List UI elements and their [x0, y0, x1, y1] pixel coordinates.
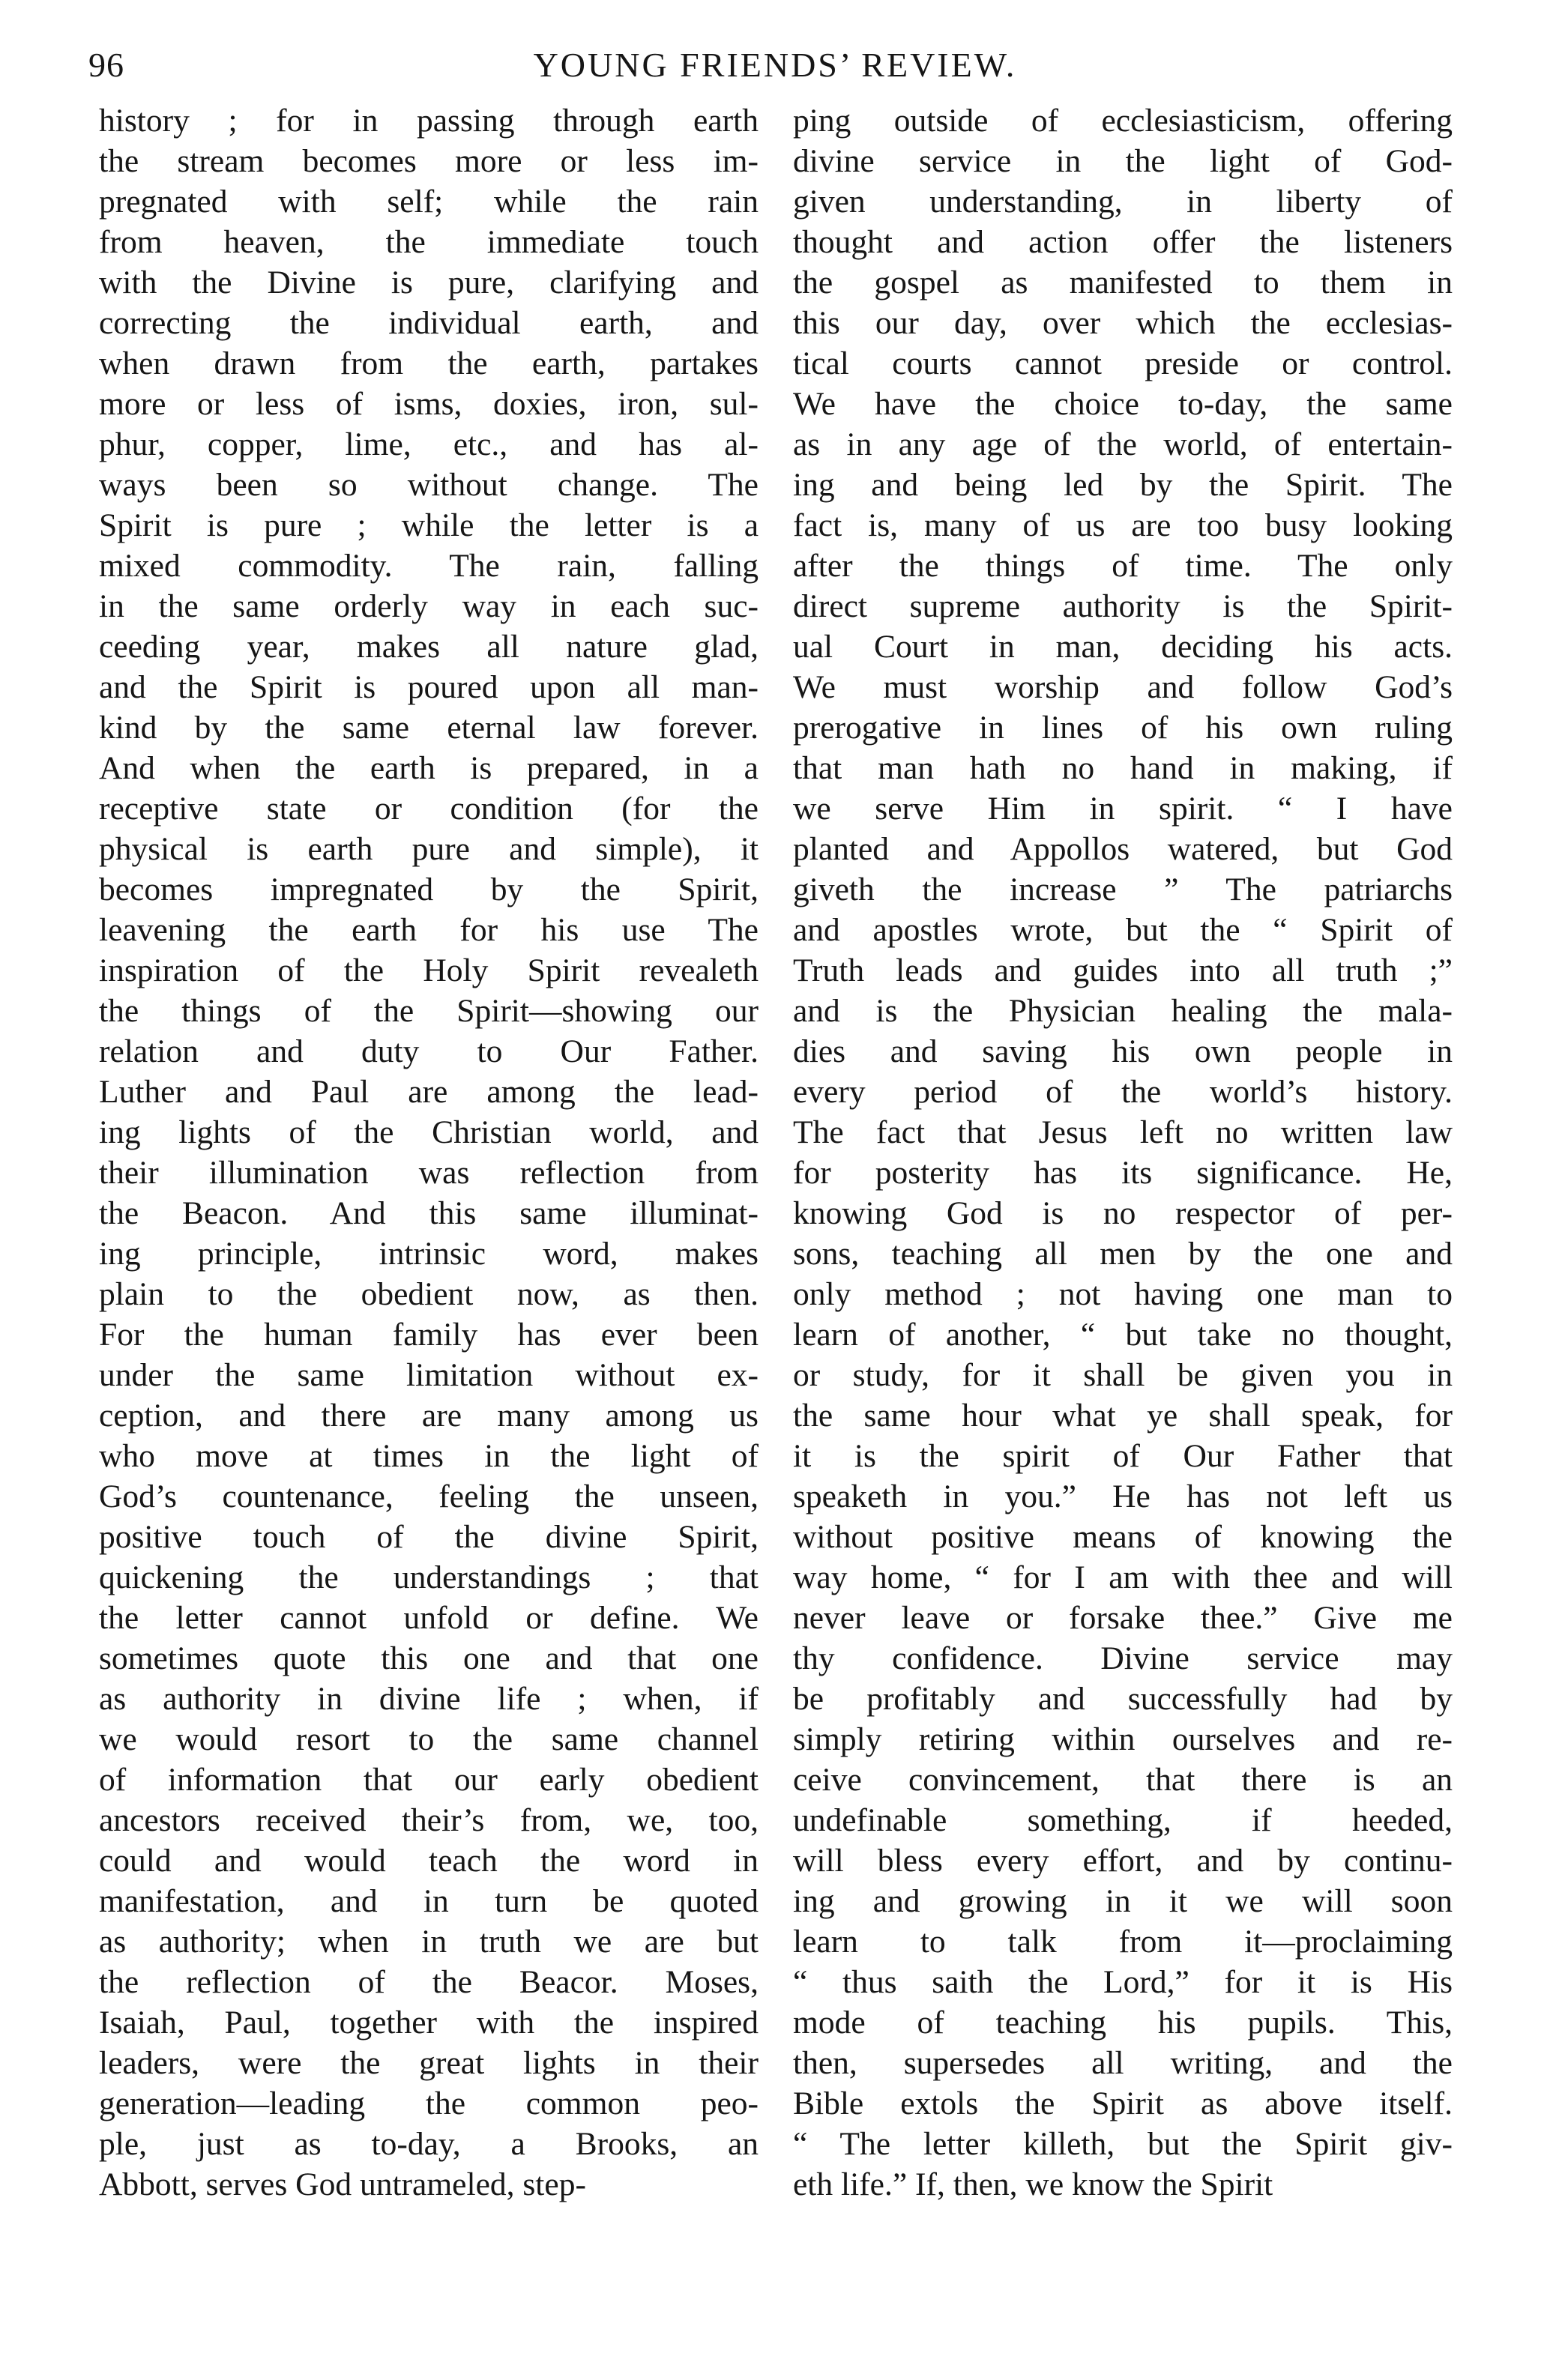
text-line: learn of another, “ but take no thought, [793, 1317, 1453, 1353]
text-line: “ thus saith the Lord,” for it is His [793, 1964, 1453, 2000]
text-line: generation—leading the common peo- [99, 2085, 759, 2121]
text-line: will bless every effort, and by continu- [793, 1843, 1453, 1879]
left-text-column [99, 100, 759, 2205]
text-line: receptive state or condition (for the [99, 791, 759, 827]
text-line: planted and Appollos watered, but God [793, 831, 1453, 867]
text-line: of information that our early obedient [99, 1762, 759, 1798]
text-line: physical is earth pure and simple), it [99, 831, 759, 867]
text-line: thy confidence. Divine service may [793, 1640, 1453, 1676]
text-line: fact is, many of us are too busy looking [793, 507, 1453, 543]
text-line: divine service in the light of God- [793, 143, 1453, 179]
text-line: relation and duty to Our Father. [99, 1033, 759, 1069]
text-line: leavening the earth for his use The [99, 912, 759, 948]
text-line: plain to the obedient now, as then. [99, 1276, 759, 1312]
text-line: it is the spirit of Our Father that [793, 1438, 1453, 1474]
page-number: 96 [88, 46, 124, 84]
text-line: without positive means of knowing the [793, 1519, 1453, 1555]
text-line: the same hour what ye shall speak, for [793, 1398, 1453, 1434]
text-line: The fact that Jesus left no written law [793, 1114, 1453, 1150]
text-line: the gospel as manifested to them in [793, 265, 1453, 300]
text-line: the things of the Spirit—showing our [99, 993, 759, 1029]
text-line: direct supreme authority is the Spirit- [793, 588, 1453, 624]
text-line: Bible extols the Spirit as above itself. [793, 2085, 1453, 2121]
text-line: leaders, were the great lights in their [99, 2045, 759, 2081]
text-line: ceeding year, makes all nature glad, [99, 629, 759, 665]
text-line: be profitably and successfully had by [793, 1681, 1453, 1717]
text-line: ing and being led by the Spirit. The [793, 467, 1453, 503]
text-line: correcting the individual earth, and [99, 305, 759, 341]
text-line: could and would teach the word in [99, 1843, 759, 1879]
text-line: way home, “ for I am with thee and will [793, 1559, 1453, 1595]
journal-title: YOUNG FRIENDS’ REVIEW. [533, 46, 1017, 84]
text-line: then, supersedes all writing, and the [793, 2045, 1453, 2081]
text-line: and apostles wrote, but the “ Spirit of [793, 912, 1453, 948]
text-line: learn to talk from it—proclaiming [793, 1924, 1453, 1960]
text-line: ception, and there are many among us [99, 1398, 759, 1434]
right-text-column [793, 100, 1453, 2205]
text-line: from heaven, the immediate touch [99, 224, 759, 260]
text-line: Abbott, serves God untrameled, step- [99, 2166, 586, 2202]
text-line: sons, teaching all men by the one and [793, 1236, 1453, 1272]
text-line: or study, for it shall be given you in [793, 1357, 1453, 1393]
text-line: phur, copper, lime, etc., and has al- [99, 426, 759, 462]
text-line: ping outside of ecclesiasticism, offering [793, 103, 1453, 139]
text-line: more or less of isms, doxies, iron, sul- [99, 386, 759, 422]
text-line: We have the choice to-day, the same [793, 386, 1453, 422]
text-line: the Beacon. And this same illuminat- [99, 1195, 759, 1231]
text-line: and is the Physician healing the mala- [793, 993, 1453, 1029]
text-line: Isaiah, Paul, together with the inspired [99, 2005, 759, 2041]
text-line: ing principle, intrinsic word, makes [99, 1236, 759, 1272]
text-line: Truth leads and guides into all truth ;” [793, 952, 1453, 988]
text-line: as authority; when in truth we are but [99, 1924, 759, 1960]
text-line: “ The letter killeth, but the Spirit giv- [793, 2126, 1453, 2162]
text-line: manifestation, and in turn be quoted [99, 1883, 759, 1919]
text-line: ing and growing in it we will soon [793, 1883, 1453, 1919]
text-line: in the same orderly way in each suc- [99, 588, 759, 624]
text-line: And when the earth is prepared, in a [99, 750, 759, 786]
text-line: simply retiring within ourselves and re- [793, 1721, 1453, 1757]
text-line: who move at times in the light of [99, 1438, 759, 1474]
text-line: mode of teaching his pupils. This, [793, 2005, 1453, 2041]
text-line: tical courts cannot preside or control. [793, 345, 1453, 381]
text-line: quickening the understandings ; that [99, 1559, 759, 1595]
text-line: eth life.” If, then, we know the Spirit [793, 2166, 1273, 2202]
text-line: ing lights of the Christian world, and [99, 1114, 759, 1150]
text-line: and the Spirit is poured upon all man- [99, 669, 759, 705]
text-line: Luther and Paul are among the lead- [99, 1074, 759, 1110]
text-line: the reflection of the Beacor. Moses, [99, 1964, 759, 2000]
text-line: ple, just as to-day, a Brooks, an [99, 2126, 759, 2162]
text-line: positive touch of the divine Spirit, [99, 1519, 759, 1555]
text-line: we serve Him in spirit. “ I have [793, 791, 1453, 827]
text-line: ual Court in man, deciding his acts. [793, 629, 1453, 665]
text-line: inspiration of the Holy Spirit revealeth [99, 952, 759, 988]
text-line: undefinable something, if heeded, [793, 1802, 1453, 1838]
text-line: pregnated with self; while the rain [99, 184, 759, 220]
text-line: given understanding, in liberty of [793, 184, 1453, 220]
text-line: knowing God is no respector of per- [793, 1195, 1453, 1231]
text-line: after the things of time. The only [793, 548, 1453, 584]
text-line: thought and action offer the listeners [793, 224, 1453, 260]
text-line: for posterity has its significance. He, [793, 1155, 1453, 1191]
text-line: never leave or forsake thee.” Give me [793, 1600, 1453, 1636]
running-head [88, 39, 1462, 91]
text-line: that man hath no hand in making, if [793, 750, 1453, 786]
text-line: God’s countenance, feeling the unseen, [99, 1479, 759, 1514]
text-line: prerogative in lines of his own ruling [793, 710, 1453, 746]
text-line: their illumination was reflection from [99, 1155, 759, 1191]
text-line: Spirit is pure ; while the letter is a [99, 507, 759, 543]
text-line: ancestors received their’s from, we, too, [99, 1802, 759, 1838]
text-line: this our day, over which the ecclesias- [793, 305, 1453, 341]
text-line: as in any age of the world, of entertain- [793, 426, 1453, 462]
text-line: ceive convincement, that there is an [793, 1762, 1453, 1798]
text-line: sometimes quote this one and that one [99, 1640, 759, 1676]
text-line: becomes impregnated by the Spirit, [99, 872, 759, 907]
text-line: we would resort to the same channel [99, 1721, 759, 1757]
text-line: kind by the same eternal law forever. [99, 710, 759, 746]
text-line: For the human family has ever been [99, 1317, 759, 1353]
text-line: when drawn from the earth, partakes [99, 345, 759, 381]
text-line: the stream becomes more or less im- [99, 143, 759, 179]
text-line: We must worship and follow God’s [793, 669, 1453, 705]
text-line: dies and saving his own people in [793, 1033, 1453, 1069]
text-line: only method ; not having one man to [793, 1276, 1453, 1312]
text-line: with the Divine is pure, clarifying and [99, 265, 759, 300]
text-line: ways been so without change. The [99, 467, 759, 503]
text-line: the letter cannot unfold or define. We [99, 1600, 759, 1636]
text-line: giveth the increase ” The patriarchs [793, 872, 1453, 907]
text-line: as authority in divine life ; when, if [99, 1681, 759, 1717]
text-line: under the same limitation without ex- [99, 1357, 759, 1393]
text-line: every period of the world’s history. [793, 1074, 1453, 1110]
text-line: mixed commodity. The rain, falling [99, 548, 759, 584]
text-line: history ; for in passing through earth [99, 103, 759, 139]
text-line: speaketh in you.” He has not left us [793, 1479, 1453, 1514]
